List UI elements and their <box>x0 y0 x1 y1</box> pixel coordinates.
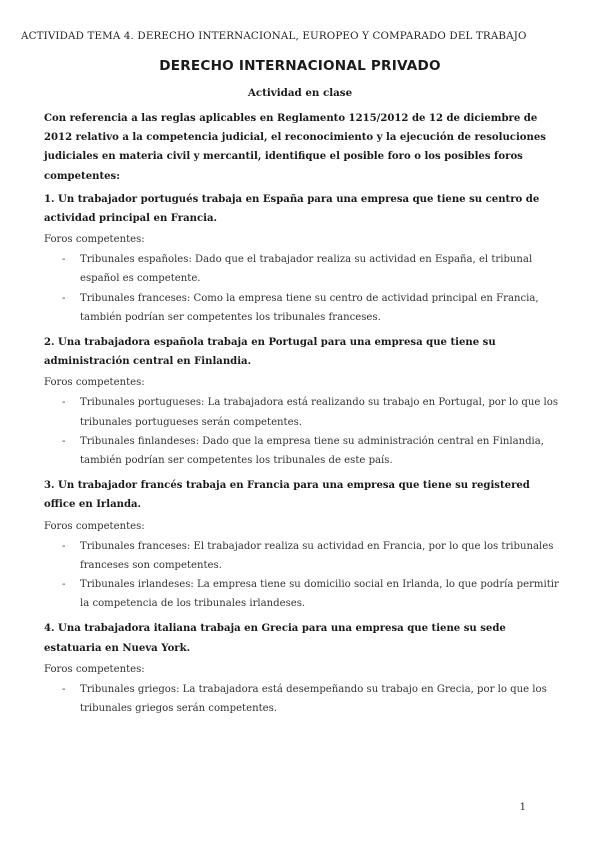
answer-item <box>44 575 560 613</box>
question-block-2 <box>44 333 560 470</box>
answer-item <box>44 289 560 327</box>
answer-list <box>44 537 560 614</box>
bullet-dash: - <box>62 579 66 591</box>
bullet-dash: - <box>62 683 66 695</box>
question-block-3 <box>44 476 560 613</box>
page-number: 1 <box>519 801 526 813</box>
answer-text: Tribunales portugueses: La trabajadora está realizando su trabajo en Portugal, por lo que los tribunales portugueses serán competentes. <box>80 397 559 428</box>
question-block-1 <box>44 190 560 327</box>
document-title: DERECHO INTERNACIONAL PRIVADO <box>159 58 441 74</box>
answer-text: Tribunales finlandeses: Dado que la empresa tiene su administración central en Finlandia, también podrían ser competentes los tribunales de este país. <box>80 435 545 467</box>
question-text: 4. Una trabajadora italiana trabaja en Grecia para una empresa que tiene su sede estatuaria en Nueva York. <box>44 623 506 654</box>
foros-label: Foros competentes: <box>44 663 145 675</box>
intro-paragraph: Con referencia a las reglas aplicables en Reglamento 1215/2012 de 12 de diciembre de 2012 relativo a la competencia judicial, el reconocimiento y la ejecución de resoluciones judiciales en materia civil y mercantil, identifique el posible foro o los posibles foros competentes: <box>44 113 546 182</box>
bullet-dash: - <box>62 540 66 552</box>
foros-label: Foros competentes: <box>44 234 145 246</box>
answer-text: Tribunales franceses: Como la empresa tiene su centro de actividad principal en Francia, también podrían ser competentes los tribunales franceses. <box>80 292 539 323</box>
answer-list <box>44 680 560 718</box>
answer-list <box>44 393 560 470</box>
bullet-dash: - <box>62 254 66 266</box>
document-subtitle: Actividad en clase <box>247 87 353 99</box>
foros-label: Foros competentes: <box>44 520 145 532</box>
bullet-dash: - <box>62 397 66 409</box>
answer-item <box>44 393 560 431</box>
answer-item <box>44 537 560 575</box>
question-text: 1. Un trabajador portugués trabaja en España para una empresa que tiene su centro de actividad principal en Francia. <box>44 193 540 225</box>
answer-item <box>44 250 560 288</box>
document-body <box>44 109 560 724</box>
bullet-dash: - <box>62 435 66 447</box>
foros-label: Foros competentes: <box>44 377 145 389</box>
answer-item <box>44 432 560 470</box>
bullet-dash: - <box>62 292 66 304</box>
question-text: 3. Un trabajador francés trabaja en Francia para una empresa que tiene su registered office en Irlanda. <box>44 480 530 511</box>
answer-text: Tribunales franceses: El trabajador realiza su actividad en Francia, por lo que los tribunales franceses son competentes. <box>80 540 554 571</box>
answer-item <box>44 680 560 718</box>
question-block-4 <box>44 619 560 718</box>
answer-list <box>44 250 560 327</box>
answer-text: Tribunales irlandeses: La empresa tiene su domicilio social en Irlanda, lo que podría permitir la competencia de los tribunales irlandeses. <box>80 579 559 610</box>
answer-text: Tribunales griegos: La trabajadora está desempeñando su trabajo en Grecia, por lo que los tribunales griegos serán competentes. <box>80 683 547 715</box>
page-header: ACTIVIDAD TEMA 4. DERECHO INTERNACIONAL, EUROPEO Y COMPARADO DEL TRABAJO <box>21 30 527 42</box>
question-text: 2. Una trabajadora española trabaja en Portugal para una empresa que tiene su administración central en Finlandia. <box>44 337 496 368</box>
answer-text: Tribunales españoles: Dado que el trabajador realiza su actividad en España, el tribunal español es competente. <box>80 254 533 285</box>
